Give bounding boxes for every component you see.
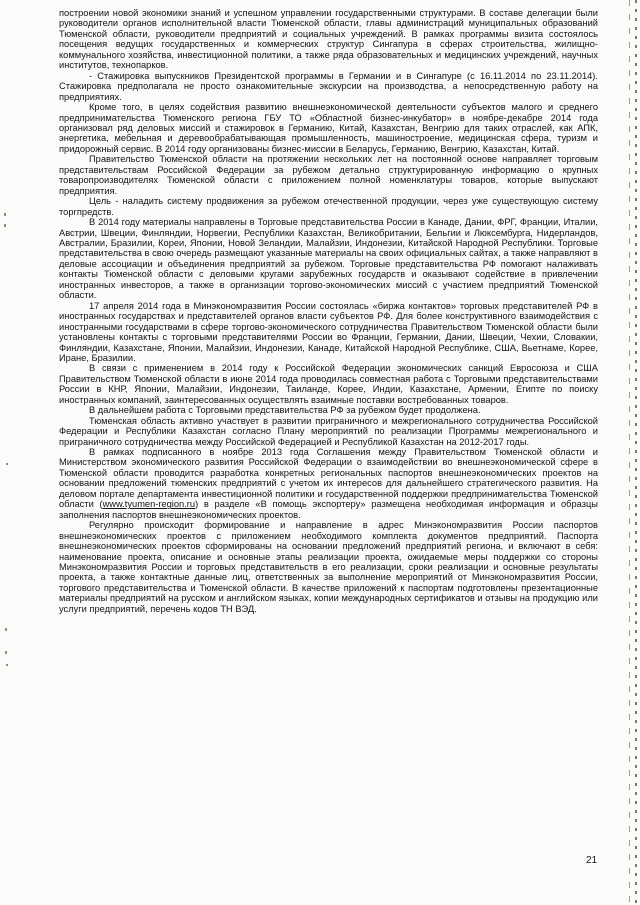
paragraph: Цель - наладить систему продвижения за рубежом отечественной продукции, через уже существующую систему торгпредств.: [59, 196, 598, 217]
paragraph: Кроме того, в целях содействия развитию внешнеэкономической деятельности субъектов малого и среднего предпринимательства Тюменского региона ГБУ ТО «Областной бизнес-инкубатор» в ноябре-декабре 2014 года организовал ряд деловых миссий и стажировок в Германию, Китай, Казахстан, Венгрию для таких отраслей, как АПК, энергетика, мебельная и деревообрабатывающая промышленность, машиностроение, медицинская сфера, туризм и придорожный сервис. В 2014 году организованы бизнес-миссии в Беларусь, Германию, Венгрию, Казахстан, Китай.: [59, 102, 598, 154]
scan-speck: [5, 651, 7, 654]
paragraph: Регулярно происходит формирование и направление в адрес Минэкономразвития России паспортов внешнеэкономических проектов с приложением необходимого комплекта документов предприятий. Паспорта внешнеэкономических проектов сформированы на основании предложений предприятий региона, и включают в себя: наименование проекта, описание и основные этапы реализации проекта, ожидаемые меры поддержки со стороны Минэкономразвития России и торговых представительств в его реализации, сроки реализации и основные результаты проекта, а также контактные данные лиц, ответственных за выполнение мероприятий от Минэкономразвития России, торгового представительства и Тюменской области. В качестве приложений к паспортам подготовлены презентационные материалы предприятий на русском и английском языках, копии международных сертификатов и отзывы на продукцию или услуги предприятий, перечень кодов ТН ВЭД.: [59, 520, 598, 614]
scan-edge-marks: [635, 0, 637, 905]
paragraph: Правительство Тюменской области на протяжении нескольких лет на постоянной основе направляет торговым представительствам Российской Федерации за рубежом детально структурированную информацию о крупных товаропроизводителях Тюменской области с приложением полной номенклатуры товаров, которые выпускают предприятия.: [59, 154, 598, 196]
paragraph: В связи с применением в 2014 году к Российской Федерации экономических санкций Евросоюза и США Правительством Тюменской области в июне 2014 года проводилась совместная работа с Торговыми представительствами России в КНР, Японии, Малайзии, Индонезии, Таиланде, Корее, Индии, Казахстане, Армении, Египте по поиску иностранных компаний, заинтересованных осуществлять взаимные поставки востребованных товаров.: [59, 363, 598, 405]
scan-edge-shadow: [629, 0, 630, 905]
scan-speck: [6, 664, 8, 666]
body-text: [59, 8, 598, 614]
scan-speck: [5, 628, 7, 631]
website-link[interactable]: www.tyumen-region.ru: [102, 499, 196, 510]
paragraph: В дальнейшем работа с Торговыми представительства РФ за рубежом будет продолжена.: [89, 405, 481, 416]
scan-speck: [4, 213, 6, 216]
paragraph-text: В рамках подписанного в ноябре 2013 года Соглашения между Правительством Тюменской области и Министерством экономического развития Российской Федерации о взаимодействии во внешнеэкономической сфере в Тюменской области проводится разработка конкретных региональных паспортов внешнеэкономических проектов на основании предложений тюменских предприятий с учетом их интересов для дальнейшего стратегического развития. На деловом портале департамента инвестиционной политики и государственной поддержки предпринимательства Тюменской области (: [59, 447, 598, 510]
paragraph: - Стажировка выпускников Президентской программы в Германии и в Сингапуре (с 16.11.2014 по 23.11.2014). Стажировка предполагала не просто ознакомительные экскурсии на производства, а непосредственную работу на предприятиях.: [59, 70, 598, 102]
paragraph: В 2014 году материалы направлены в Торговые представительства России в Канаде, Дании, ФРГ, Франции, Италии, Австрии, Швеции, Финляндии, Норвегии, Республики Казахстан, Великобритании, Бельгии и Люксембурга, Нидерландов, Австралии, Бразилии, Кореи, Японии, Новой Зеландии, Малайзии, Индонезии, Китайской Народной Республики. Торговые представительства в свою очередь размещают указанные материалы на своих официальных сайтах, а также направляют в деловые ассоциации и объединения предприятий за рубежом. Торговые представительства РФ помогают налаживать контакты Тюменской области с деловыми кругами зарубежных государств и оказывают содействие в привлечении иностранных инвесторов, а также в организации торгово-экономических миссий с участием предприятий Тюменской области.: [59, 217, 598, 301]
paragraph: 17 апреля 2014 года в Минэкономразвития России состоялась «биржа контактов» торговых представителей РФ в иностранных государствах и представителей органов власти субъектов РФ. Для более конструктивного взаимодействия с иностранными государствами в сфере торгово-экономического сотрудничества Правительством Тюменской области были установлены контакты с торговыми представителями России во Франции, Германии, Дании, Швеции, Чехии, Словакии, Финляндии, Казахстане, Японии, Малайзии, Индонезии, Канаде, Китайской Народной Республике, США, Вьетнаме, Корее, Иране, Бразилии.: [59, 300, 598, 363]
paragraph-with-link: [59, 447, 598, 520]
paragraph: Тюменская область активно участвует в развитии приграничного и межрегионального сотрудничества Российской Федерации и Республики Казахстан согласно Плану мероприятий по реализации Программы межрегионального и приграничного сотрудничества между Российской Федерацией и Республикой Казахстан на 2012-2017 годы.: [59, 415, 598, 447]
scan-speck: [4, 224, 6, 227]
paragraph-text: ) в разделе «В помощь экспортеру» размещена необходимая информация и образцы заполнения паспортов внешнеэкономических проектов.: [59, 499, 598, 520]
page-number: 21: [586, 855, 598, 866]
scan-speck: [6, 463, 8, 465]
paragraph: построении новой экономики знаний и успешном управлении государственными структурами. В составе делегации были руководители органов исполнительной власти Тюменской области, главы администраций муниципальных образований Тюменской области, руководители предприятий и социальных учреждений. В рамках программы визита состоялось посещения ведущих государственных и коммерческих структур Сингапура в сферах строительства, жилищно-коммунального хозяйства, инвестиционной политики, а также ряда образовательных и медицинских учреждений, научных институтов, технопарков.: [59, 8, 598, 71]
